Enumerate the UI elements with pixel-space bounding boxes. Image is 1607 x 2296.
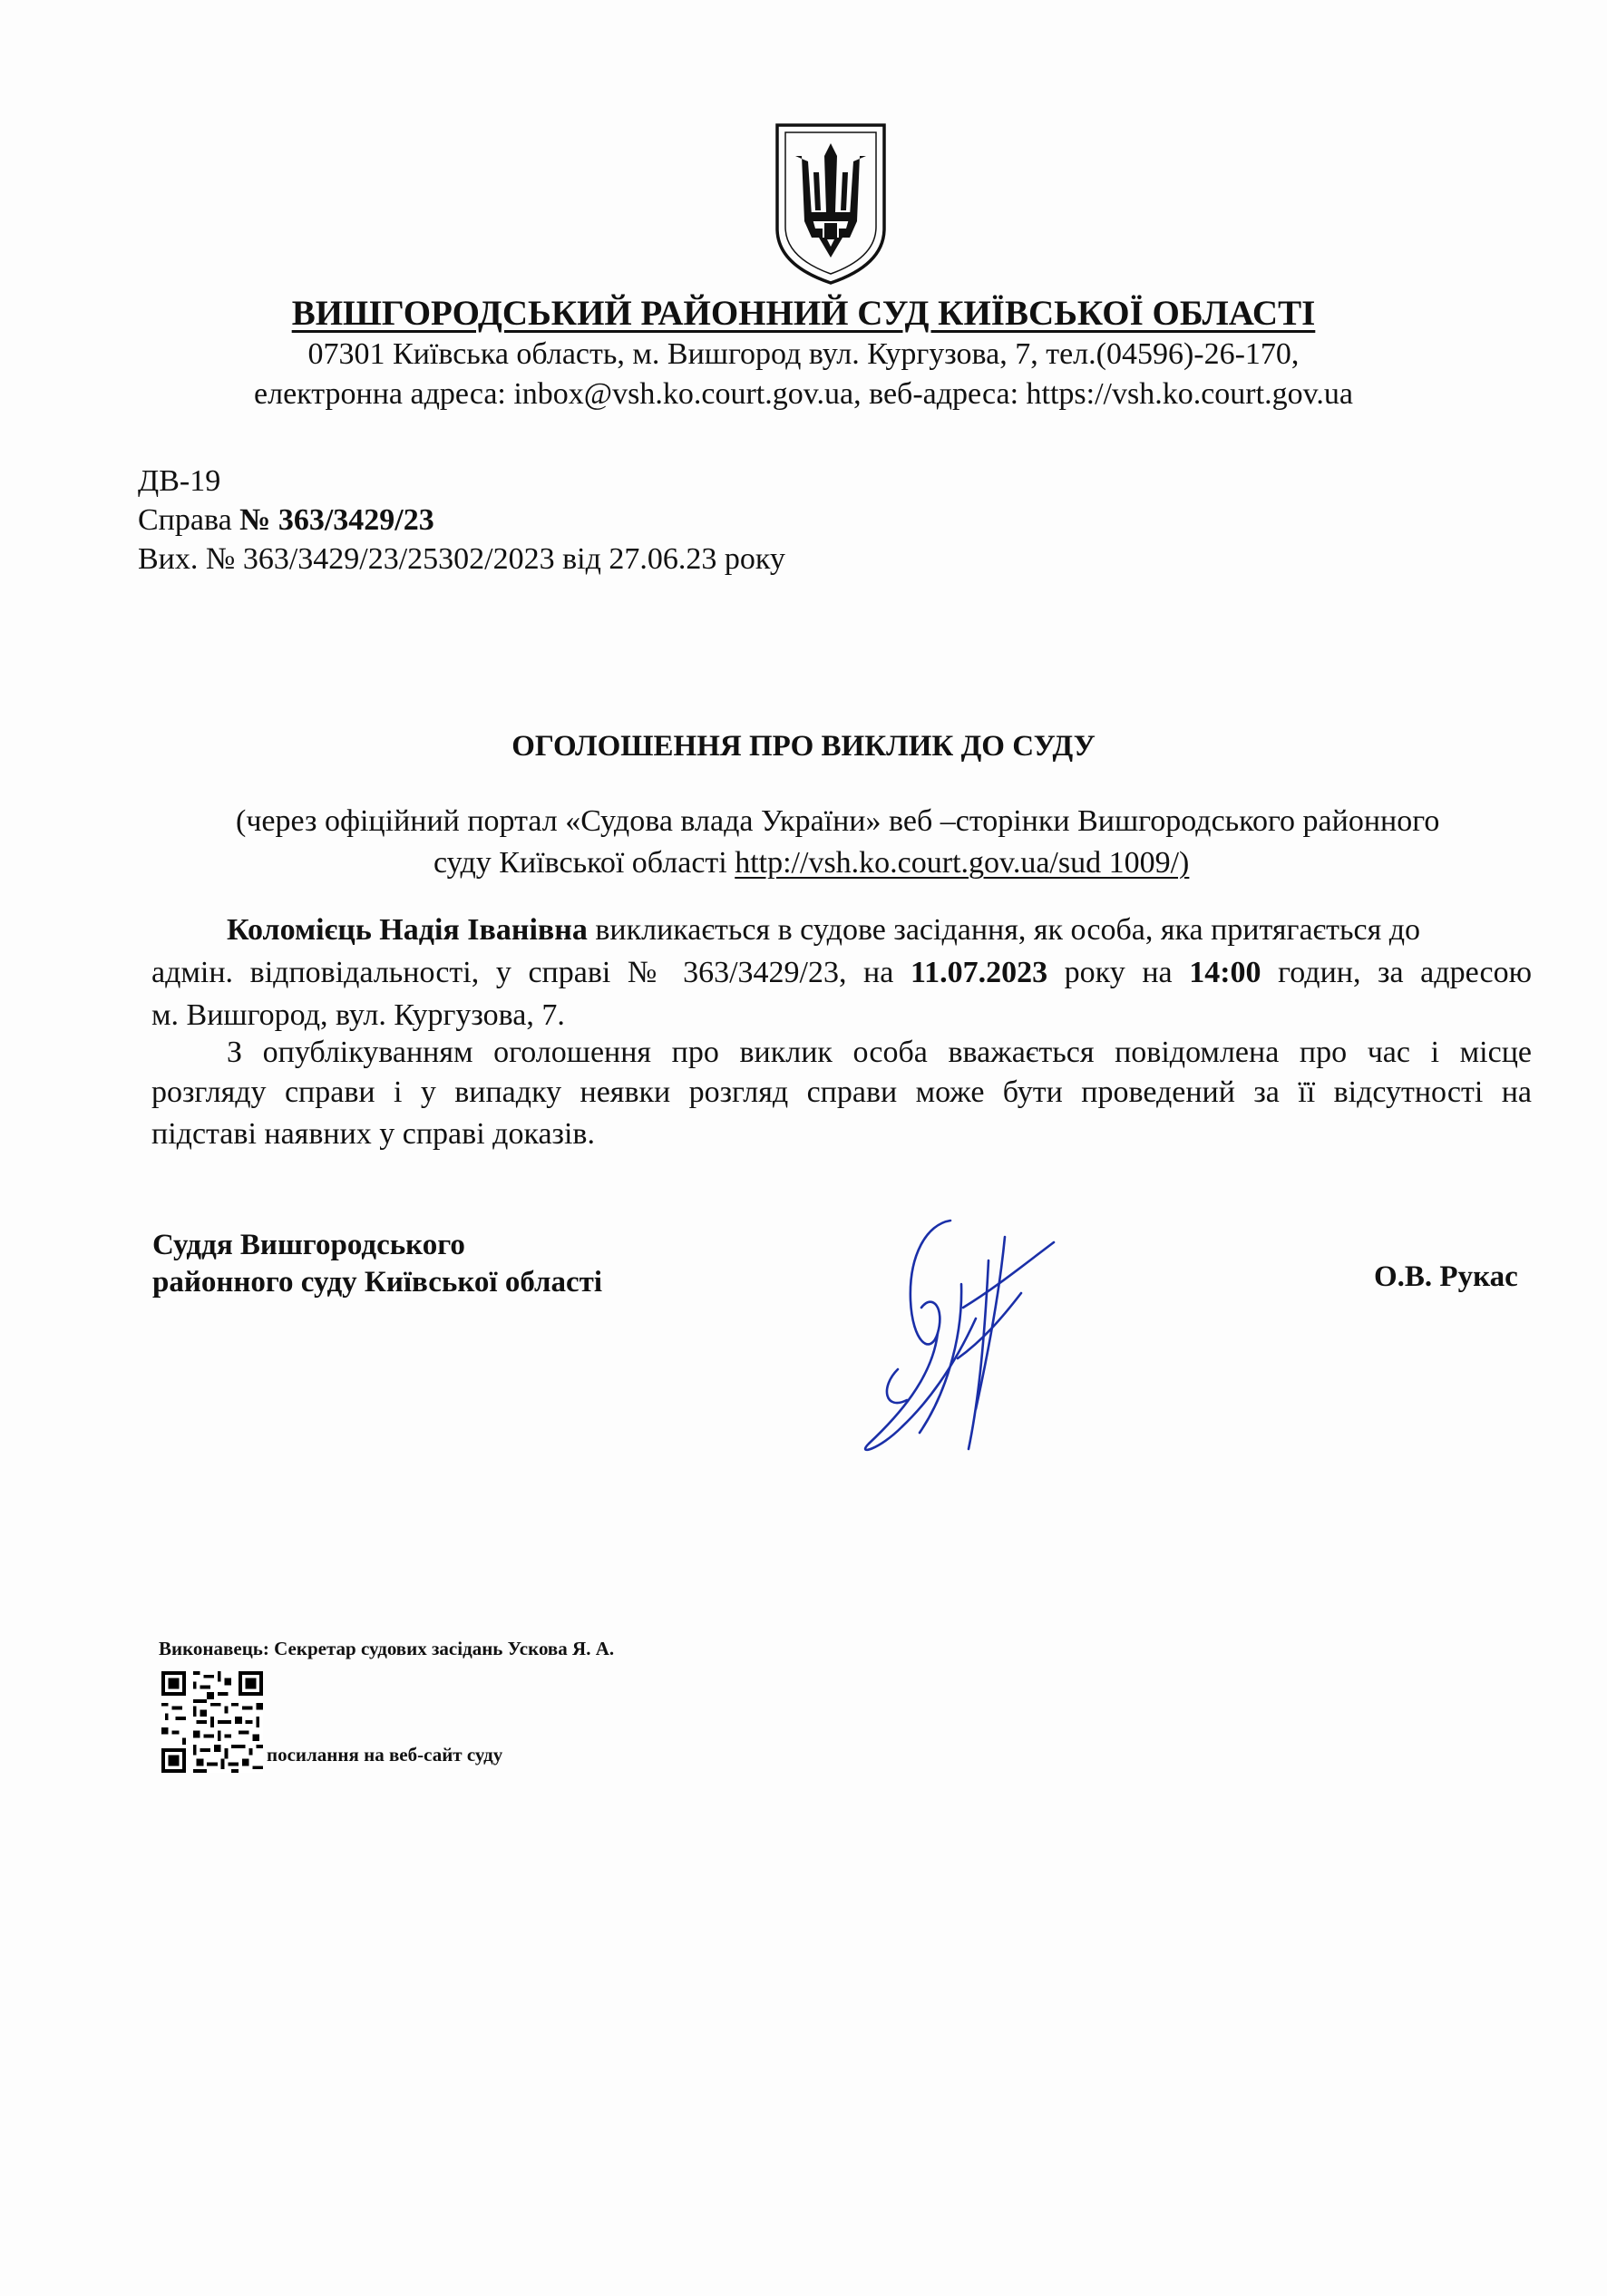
case-number: № 363/3429/23 [239, 503, 434, 537]
court-address: 07301 Київська область, м. Вишгород вул. Кургузова, 7, тел.(04596)-26-170, [307, 337, 1300, 371]
summons-paragraph-line [227, 911, 1420, 949]
qr-code-icon[interactable] [161, 1671, 263, 1773]
portal-note-line [433, 844, 1189, 882]
hearing-time: 14:00 [1189, 956, 1261, 989]
notification-paragraph-line: З опублікуванням оголошення про виклик особа вважається повідомлена про час і місце [227, 1036, 1532, 1069]
summoned-person-name: Коломієць Надія Іванівна [227, 913, 588, 947]
portal-note-line: (через офіційний портал «Судова влада України» веб –сторінки Вишгородського районного [236, 804, 1440, 838]
case-line [138, 501, 434, 540]
summons-text: викликається в судове засідання, як особа, яка притягається до [587, 913, 1421, 947]
court-name: ВИШГОРОДСЬКИЙ РАЙОННИЙ СУД КИЇВСЬКОЇ ОБЛАСТІ [291, 294, 1316, 333]
portal-link[interactable]: http://vsh.ko.court.gov.ua/sud 1009/) [735, 846, 1190, 880]
qr-caption: посилання на веб-сайт суду [267, 1744, 503, 1766]
notification-paragraph-line: розгляду справи і у випадку неявки розгляд справи може бути проведений за її відсутності на [151, 1075, 1532, 1109]
summons-paragraph-line: м. Вишгород, вул. Кургузова, 7. [151, 998, 565, 1032]
executor-line: Виконавець: Секретар судових засідань Ускова Я. А. [159, 1638, 615, 1659]
outgoing-number: Вих. № 363/3429/23/25302/2023 від 27.06.23 року [138, 542, 785, 576]
summons-text: годин, за адресою [1261, 956, 1532, 989]
document-code: ДВ-19 [138, 464, 221, 498]
handwritten-signature-icon [843, 1206, 1061, 1478]
judge-title: районного суду Київської області [152, 1266, 603, 1299]
notification-paragraph-line: підставі наявних у справі доказів. [151, 1117, 595, 1151]
judge-title: Суддя Вишгородського [152, 1229, 465, 1261]
judge-name: О.В. Рукас [1374, 1260, 1518, 1293]
notice-title: ОГОЛОШЕННЯ ПРО ВИКЛИК ДО СУДУ [511, 730, 1096, 763]
trident-coat-of-arms-icon [772, 122, 890, 287]
court-contacts: електронна адреса: inbox@vsh.ko.court.gov.ua, веб-адреса: https://vsh.ko.court.gov.ua [254, 377, 1353, 411]
case-label: Справа [138, 503, 240, 537]
portal-note-text: суду Київської області [433, 846, 735, 880]
hearing-date: 11.07.2023 [910, 956, 1048, 989]
summons-text: року на [1047, 956, 1190, 989]
summons-text: адмін. відповідальності, у справі № 363/3429/23, на [151, 956, 911, 989]
summons-paragraph-line [151, 954, 1532, 992]
